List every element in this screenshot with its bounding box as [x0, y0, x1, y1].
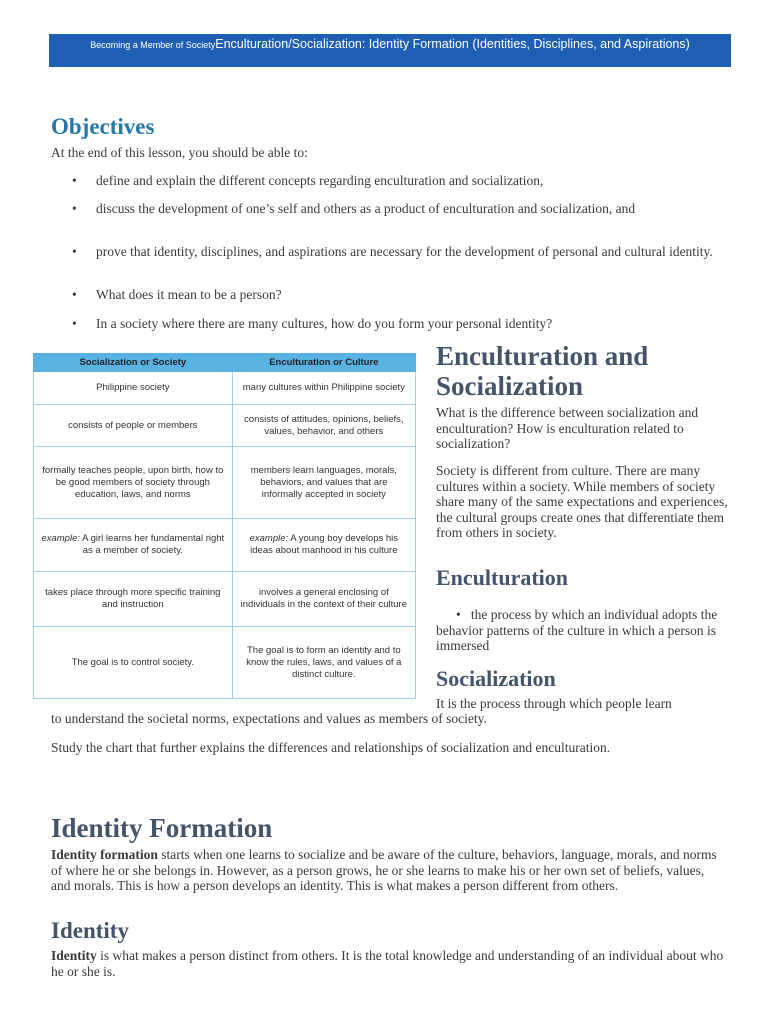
identity-body — [51, 948, 727, 979]
bullet-icon: • — [456, 607, 471, 622]
example-text: A girl learns her fundamental right as a member of society. — [80, 533, 225, 556]
column-header-society: Socialization or Society — [34, 354, 233, 372]
table-cell: members learn languages, morals, behaviors, and values that are informally accepted in society — [232, 447, 415, 519]
column-header-culture: Enculturation or Culture — [232, 354, 415, 372]
objective-text: In a society where there are many cultures, how do you form your personal identity? — [96, 316, 553, 331]
identity-formation-text: starts when one learns to socialize and be aware of the culture, behaviors, language, morals, and norms of where he or she belongs in. However, as a person grows, he or she learns to make his or her own set of beliefs, values, and morals. This is how a person develops an identity. This is what makes a person different from others. — [51, 847, 717, 893]
identity-formation-body — [51, 847, 727, 894]
enc-soc-heading — [436, 341, 648, 401]
objective-text: prove that identity, disciplines, and aspirations are necessary for the development of personal and cultural identity. — [96, 244, 713, 259]
table-row — [34, 519, 416, 572]
table-cell: consists of attitudes, opinions, beliefs, values, behavior, and others — [232, 405, 415, 447]
identity-heading: Identity — [51, 918, 129, 943]
table-row — [34, 572, 416, 627]
table-cell — [34, 519, 233, 572]
bullet-icon: • — [72, 316, 77, 331]
enculturation-definition-text: the process by which an individual adopts the behavior patterns of the culture in which a person is immersed — [436, 607, 718, 653]
socialization-line1: It is the process through which people learn — [436, 696, 672, 711]
objective-text: What does it mean to be a person? — [96, 287, 282, 302]
comparison-table — [33, 353, 416, 699]
table-cell: involves a general enclosing of individuals in the context of their culture — [232, 572, 415, 627]
table-row — [34, 627, 416, 699]
enc-soc-heading-line2: Socialization — [436, 371, 583, 401]
objectives-heading: Objectives — [51, 114, 155, 139]
table-header-row — [34, 354, 416, 372]
example-label: example: — [249, 533, 289, 544]
table-cell: consists of people or members — [34, 405, 233, 447]
table-cell — [232, 519, 415, 572]
objectives-intro: At the end of this lesson, you should be able to: — [51, 145, 308, 160]
socialization-heading: Socialization — [436, 666, 556, 691]
socialization-line2: to understand the societal norms, expectations and values as members of society. — [51, 711, 487, 726]
bullet-icon: • — [72, 244, 77, 259]
enculturation-definition — [436, 607, 732, 654]
bullet-icon: • — [72, 201, 77, 216]
header-subject: Becoming a Member of Society — [90, 40, 216, 50]
objective-text: discuss the development of one’s self and others as a product of enculturation and socialization, and — [96, 201, 636, 216]
header-banner — [49, 34, 731, 67]
table-row — [34, 405, 416, 447]
identity-text: is what makes a person distinct from others. It is the total knowledge and understanding of an individual about who he or she is. — [51, 948, 724, 979]
identity-term: Identity — [51, 948, 97, 963]
enc-soc-body: Society is different from culture. There are many cultures within a society. While members of society share many of the same expectations and experiences, the cultural groups create ones that differentiate them from others in society. — [436, 463, 728, 540]
objective-text: define and explain the different concepts regarding enculturation and socialization, — [96, 173, 544, 188]
table-cell: The goal is to form an identity and to know the rules, laws, and values of a distinct culture. — [232, 627, 415, 699]
bullet-icon: • — [72, 173, 77, 188]
enc-soc-heading-line1: Enculturation and — [436, 341, 649, 371]
table-cell: takes place through more specific training and instruction — [34, 572, 233, 627]
identity-formation-term: Identity formation — [51, 847, 158, 862]
header-title: Enculturation/Socialization: Identity Formation (Identities, Disciplines, and Aspirations) — [215, 37, 690, 51]
enculturation-heading: Enculturation — [436, 565, 569, 590]
example-text: A young boy develops his ideas about manhood in his culture — [250, 533, 399, 556]
study-chart-text: Study the chart that further explains the differences and relationships of socialization and enculturation. — [51, 740, 611, 755]
table-cell: many cultures within Philippine society — [232, 372, 415, 405]
bullet-icon: • — [72, 287, 77, 302]
enc-soc-question: What is the difference between socialization and enculturation? How is enculturation related to socialization? — [436, 405, 699, 451]
example-label: example: — [41, 533, 81, 544]
table-row — [34, 447, 416, 519]
table-row — [34, 372, 416, 405]
table-cell: Philippine society — [34, 372, 233, 405]
table-cell: formally teaches people, upon birth, how to be good members of society through education, laws, and norms — [34, 447, 233, 519]
table-cell: The goal is to control society. — [34, 627, 233, 699]
identity-formation-heading: Identity Formation — [51, 813, 273, 843]
